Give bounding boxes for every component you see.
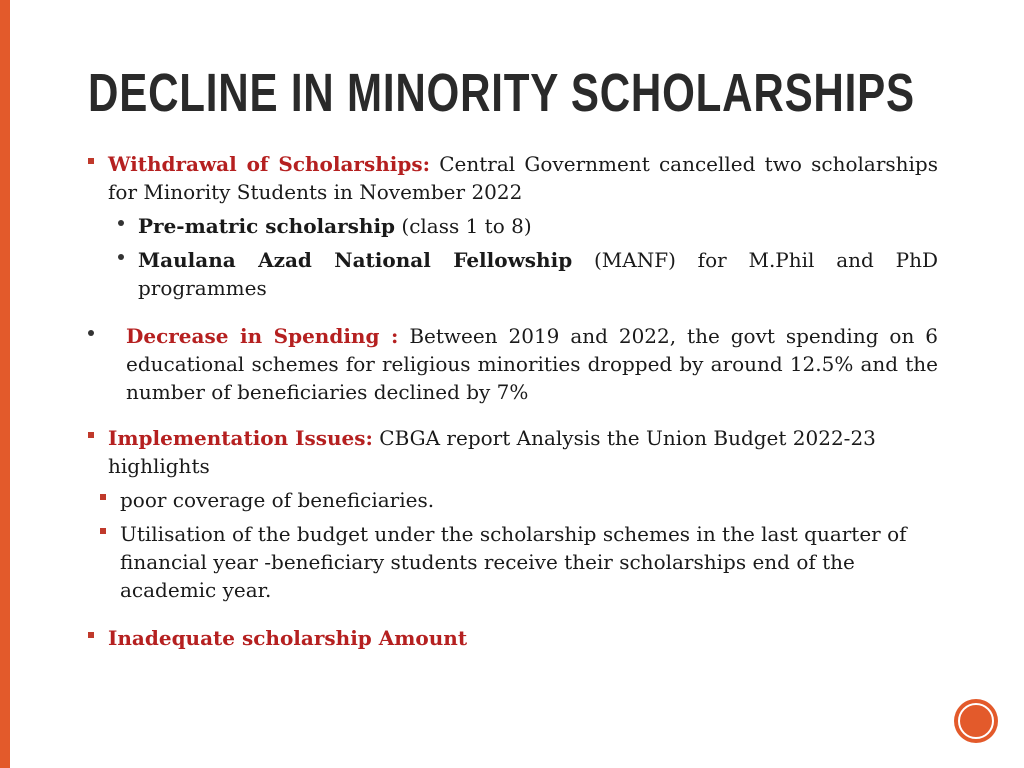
subitem-manf bbox=[88, 246, 938, 302]
accent-bar bbox=[0, 0, 10, 768]
subitem-coverage bbox=[88, 486, 938, 514]
bullet-inadequate bbox=[88, 624, 938, 652]
subitem-strong: Pre-matric scholarship bbox=[138, 214, 396, 238]
bullet-text: CBGA report Analysis the Union Budget 2022-23 highlights bbox=[108, 426, 876, 478]
subitem-text: (class 1 to 8) bbox=[395, 214, 532, 238]
bullet-text: Central Government cancelled two scholarships for Minority Students in November 2022 bbox=[108, 152, 938, 204]
slide-content bbox=[88, 150, 938, 652]
subitem-pre-matric bbox=[88, 212, 938, 240]
slide-nav-circle-icon[interactable] bbox=[954, 699, 998, 743]
dot-bullet-icon bbox=[118, 212, 124, 240]
bullet-heading: Decrease in Spending : bbox=[126, 324, 399, 348]
square-bullet-icon bbox=[88, 624, 94, 652]
subitem-text: Utilisation of the budget under the scholarship schemes in the last quarter of financial year -beneficiary students receive their scholarships end of the academic year. bbox=[120, 522, 907, 602]
dot-bullet-icon bbox=[118, 246, 124, 274]
bullet-heading: Withdrawal of Scholarships: bbox=[108, 152, 430, 176]
slide-title: DECLINE IN MINORITY SCHOLARSHIPS bbox=[88, 63, 915, 123]
square-bullet-icon bbox=[100, 520, 106, 548]
square-bullet-icon bbox=[100, 486, 106, 514]
subitem-utilisation bbox=[88, 520, 938, 604]
bullet-heading: Inadequate scholarship Amount bbox=[108, 626, 468, 650]
bullet-text: Between 2019 and 2022, the govt spending on 6 educational schemes for religious minorities dropped by around 12.5% and the number of beneficiaries declined by 7% bbox=[126, 324, 939, 404]
bullet-heading: Implementation Issues: bbox=[108, 426, 373, 450]
subitem-text: poor coverage of beneficiaries. bbox=[120, 488, 435, 512]
subitem-strong: Maulana Azad National Fellowship bbox=[138, 248, 573, 272]
square-bullet-icon bbox=[88, 424, 94, 452]
bullet-implementation bbox=[88, 424, 938, 480]
dot-bullet-icon bbox=[88, 322, 94, 350]
bullet-withdrawal bbox=[88, 150, 938, 206]
subitem-text: (MANF) for M.Phil and PhD programmes bbox=[138, 248, 938, 300]
square-bullet-icon bbox=[88, 150, 94, 178]
bullet-spending bbox=[88, 322, 938, 406]
